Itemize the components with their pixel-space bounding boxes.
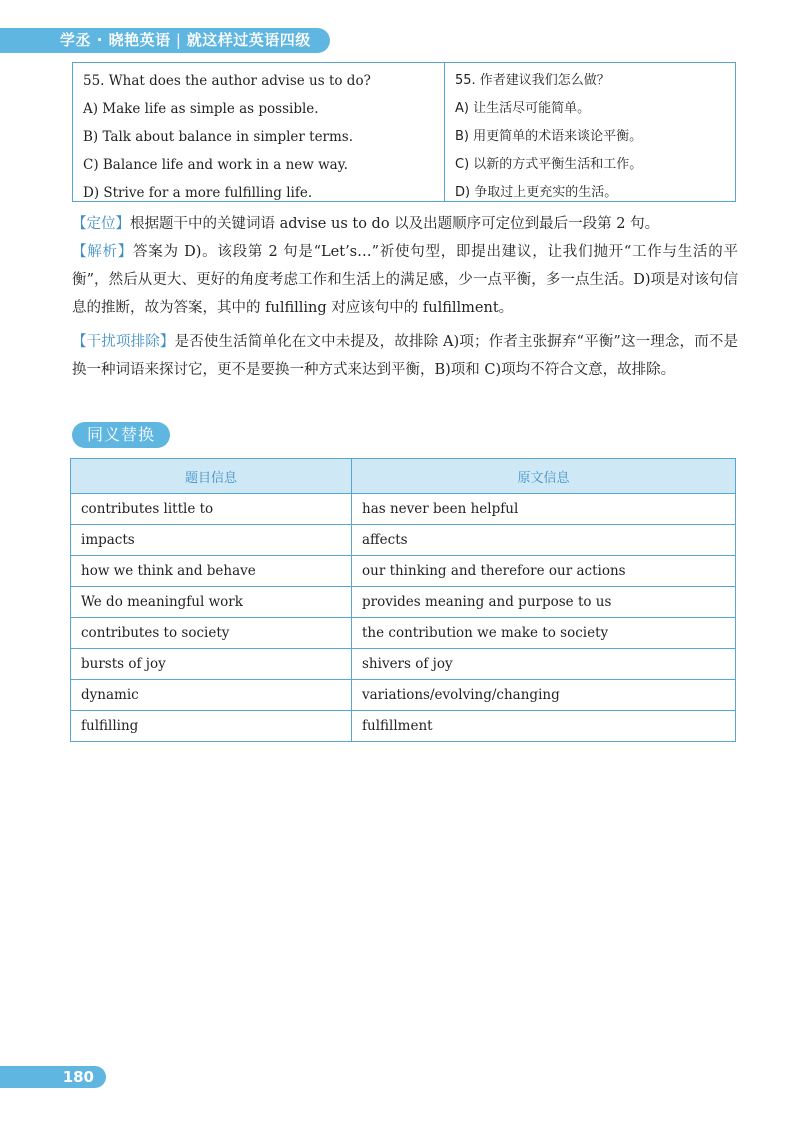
source-phrase: the contribution we make to society — [352, 618, 736, 649]
table-row — [71, 711, 736, 742]
table-row — [71, 525, 736, 556]
exclude-tag: 【干扰项排除】 — [72, 334, 175, 350]
synonyms-section-title: 同义替换 — [72, 422, 170, 448]
option-d-en: D) Strive for a more fulfilling life. — [83, 185, 313, 201]
question-phrase: contributes little to — [71, 494, 352, 525]
question-phrase: fulfilling — [71, 711, 352, 742]
option-b-zh: B) 用更简单的术语来谈论平衡。 — [455, 129, 643, 144]
question-phrase: bursts of joy — [71, 649, 352, 680]
option-a-zh: A) 让生活尽可能简单。 — [455, 101, 591, 116]
option-a-en: A) Make life as simple as possible. — [83, 101, 319, 117]
locate-paragraph — [72, 210, 738, 238]
source-phrase: affects — [352, 525, 736, 556]
exclude-paragraph — [72, 328, 738, 384]
question-phrase: impacts — [71, 525, 352, 556]
question-phrase: dynamic — [71, 680, 352, 711]
exclude-text: 是否使生活简单化在文中未提及，故排除 A)项；作者主张摒弃“平衡”这一理念，而不是换一种词语来探讨它，更不是要换一种方式来达到平衡，B)项和 C)项均不符合文意，故排除。 — [72, 334, 739, 378]
explain-paragraph — [72, 238, 738, 322]
source-phrase: provides meaning and purpose to us — [352, 587, 736, 618]
option-b-en: B) Talk about balance in simpler terms. — [83, 129, 354, 145]
option-c-zh: C) 以新的方式平衡生活和工作。 — [455, 157, 643, 172]
source-phrase: our thinking and therefore our actions — [352, 556, 736, 587]
table-row — [71, 587, 736, 618]
question-phrase: contributes to society — [71, 618, 352, 649]
explain-text: 答案为 D)。该段第 2 句是“Let’s…”祈使句型，即提出建议，让我们抛开“工作与生活的平衡”，然后从更大、更好的角度考虑工作和生活上的满足感，少一点平衡，多一点生活。D)项是对该句信息的推断，故为答案，其中的 fulfilling 对应该句中的 fulfillment。 — [72, 244, 738, 316]
question-chinese — [445, 63, 735, 201]
explain-tag: 【解析】 — [72, 244, 134, 260]
header-bar: 学丞 · 晓艳英语 | 就这样过英语四级 — [0, 28, 330, 53]
question-stem-zh: 55. 作者建议我们怎么做？ — [455, 73, 610, 88]
page-number: 180 — [0, 1066, 106, 1088]
question-phrase: We do meaningful work — [71, 587, 352, 618]
table-row — [71, 556, 736, 587]
table-row — [71, 680, 736, 711]
table-row — [71, 649, 736, 680]
question-phrase: how we think and behave — [71, 556, 352, 587]
synonyms-table — [70, 458, 736, 742]
header-question-info: 题目信息 — [71, 459, 352, 494]
header-source-info: 原文信息 — [352, 459, 736, 494]
source-phrase: variations/evolving/changing — [352, 680, 736, 711]
source-phrase: shivers of joy — [352, 649, 736, 680]
question-stem-en: 55. What does the author advise us to do? — [83, 73, 371, 89]
question-box — [72, 62, 736, 202]
locate-text: 根据题干中的关键词语 advise us to do 以及出题顺序可定位到最后一段第 2 句。 — [130, 216, 660, 232]
source-phrase: has never been helpful — [352, 494, 736, 525]
option-c-en: C) Balance life and work in a new way. — [83, 157, 348, 173]
question-english — [73, 63, 445, 201]
source-phrase: fulfillment — [352, 711, 736, 742]
table-row — [71, 494, 736, 525]
header-brand: 学丞 · 晓艳英语 — [60, 31, 171, 49]
synonyms-header-row — [71, 459, 736, 494]
table-row — [71, 618, 736, 649]
header-subtitle: 就这样过英语四级 — [186, 31, 311, 49]
option-d-zh: D) 争取过上更充实的生活。 — [455, 185, 618, 200]
locate-tag: 【定位】 — [72, 216, 130, 232]
